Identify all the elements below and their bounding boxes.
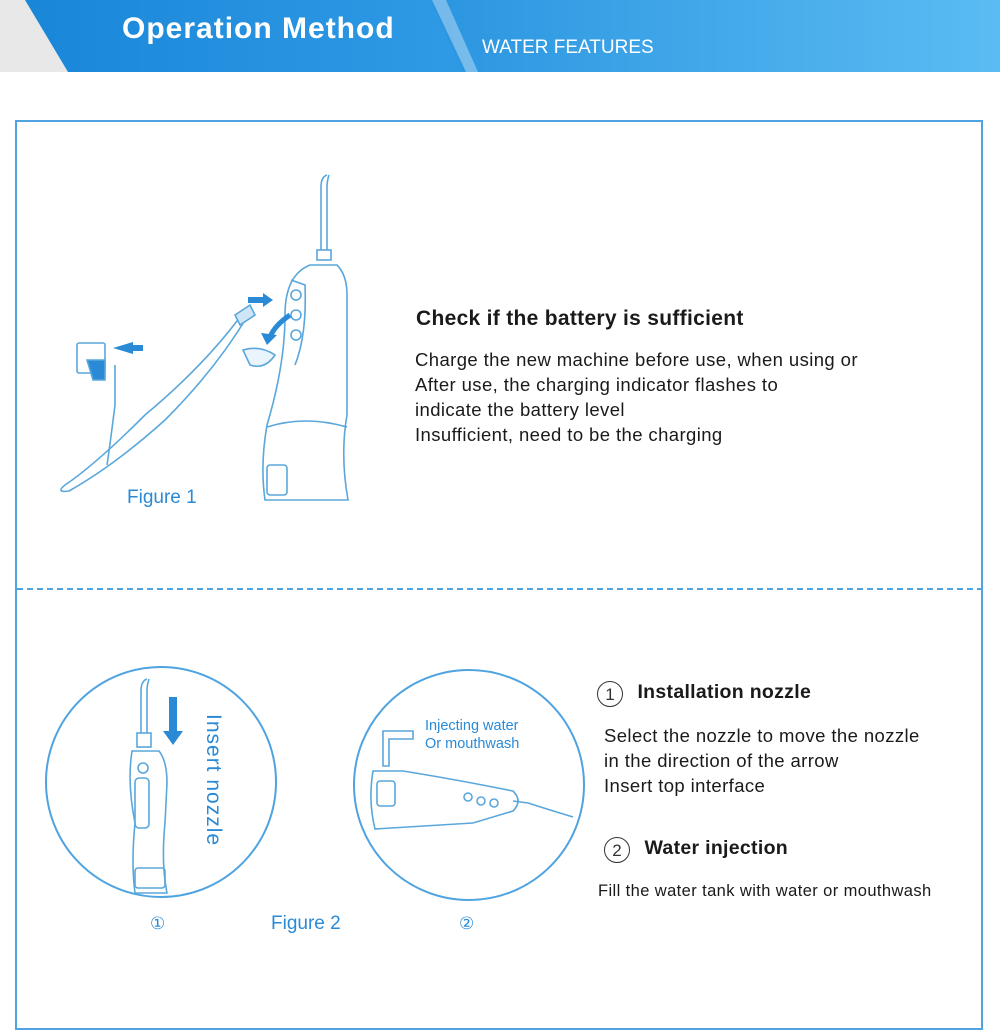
section-divider [17, 588, 983, 590]
step-2-heading: Water injection [644, 837, 788, 859]
step-2-description: Fill the water tank with water or mouthwash [598, 882, 932, 900]
step-1-number: 1 [597, 681, 623, 707]
step-1-description [604, 723, 984, 798]
battery-description [415, 347, 935, 447]
figure-2-label: Figure 2 [271, 913, 341, 934]
step-1-line-1: Select the nozzle to move the nozzle [604, 725, 920, 746]
insert-nozzle-illustration [117, 673, 197, 898]
battery-line-1: Charge the new machine before use, when using or [415, 349, 858, 370]
step-2-number: 2 [604, 837, 630, 863]
injecting-water-line-1: Injecting water [425, 718, 519, 734]
step-1-line-3: Insert top interface [604, 775, 766, 796]
step-1-header [597, 681, 811, 707]
injecting-water-line-2: Or mouthwash [425, 736, 520, 752]
battery-heading: Check if the battery is sufficient [416, 307, 744, 330]
battery-line-3: indicate the battery level [415, 399, 625, 420]
battery-line-2: After use, the charging indicator flashes to [415, 374, 779, 395]
page-subtitle: WATER FEATURES [482, 37, 654, 58]
water-injection-circle [353, 669, 585, 901]
circle-2-number: ② [459, 914, 475, 933]
insert-nozzle-circle [45, 666, 277, 898]
page-title: Operation Method [122, 12, 395, 45]
charging-illustration [55, 165, 365, 515]
step-2-header [604, 837, 788, 863]
circle-1-number: ① [150, 914, 166, 933]
insert-nozzle-label: Insert nozzle [202, 714, 225, 847]
figure-1-label: Figure 1 [127, 487, 197, 508]
injecting-water-label [425, 717, 519, 753]
step-1-line-2: in the direction of the arrow [604, 750, 839, 771]
step-1-heading: Installation nozzle [637, 681, 812, 703]
battery-line-4: Insufficient, need to be the charging [415, 424, 723, 445]
